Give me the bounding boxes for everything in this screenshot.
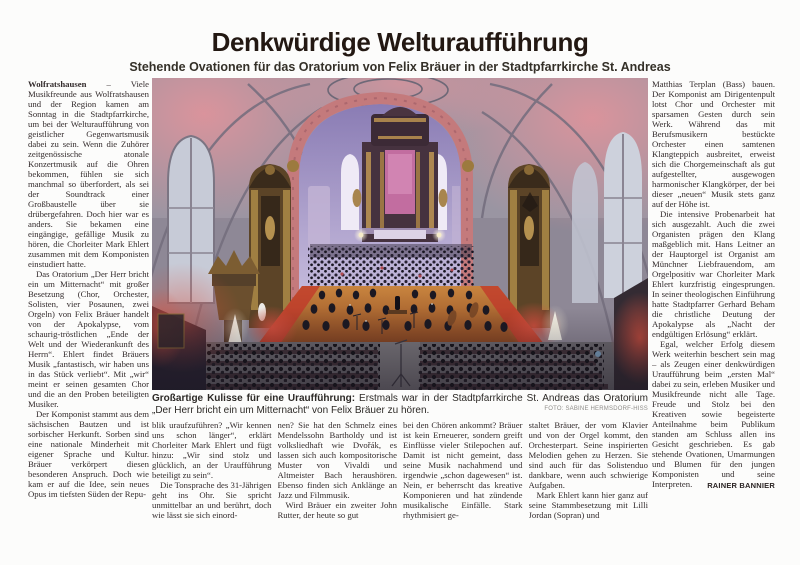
paragraph: Matthias Terplan (Bass) bauen. Der Komponist am Dirigentenpult lotst Chor und Orchester mit sparsamen Gesten durch sein Werk. Während das mit Berufsmusikern bestückte Orchester einen samtenen Klangteppich ausbreitet, erweist sich die Chorgemeinschaft als gut aufgestellter, ausgewogen harmonischer Klangkörper, der bei dieser „neuen“ Musik stets ganz auf der Höhe ist.	[652, 79, 775, 209]
church-interior-illustration	[152, 78, 648, 390]
church-concert-photo	[152, 78, 648, 390]
paragraph: Wird Bräuer ein zweiter John Rutter, der heute so gut	[277, 500, 397, 520]
text-column-1	[28, 79, 149, 557]
paragraph: Egal, welcher Erfolg diesem Werk weiterhin beschert sein mag – als Zeugen einer denkwürdigen Uraufführung beim „ersten Mal“ dabei zu sein, erleben Musiker und Musikfreunde nicht alle Tage. Freude und Stolz bei den Kreativen sowie begeisterte Anteilnahme beim Publikum standen am Schluss allen ins Gesicht geschrieben. Es gab stehende Ovationen, Umarmungen und Blumen für den jungen Komponisten und seine Interpreten. RAINER BANNIER	[652, 339, 775, 490]
photo-caption	[152, 393, 648, 416]
text-column-2	[152, 420, 272, 562]
paragraph: Die intensive Probenarbeit hat sich ausgezahlt. Auch die zwei Organisten prägen den Klang maßgeblich mit. Hans Leitner an der Hauptorgel ist Organist am Münchner Liebfrauendom, am Orgelpositiv war Chorleiter Mark Ehlert kurzfristig eingesprungen. In seiner theologischen Einführung hatte Stadtpfarrer Gerhard Beham die christliche Deutung der Apokalypse als „Nacht der endgültigen Erlösung“ erklärt.	[652, 209, 775, 339]
bottom-columns	[152, 420, 648, 562]
paragraph: nen? Sie hat den Schmelz eines Mendelssohn Bartholdy und ist volksliedhaft wie Dvořák, es lassen sich auch kompositorische Muster von Vivaldi und Altmeister Bach heraushören. Ebenso finden sich Anklänge an Jazz und Filmmusik.	[277, 420, 397, 500]
paragraph: bei den Chören ankommt? Bräuer ist kein Erneuerer, sondern greift Einflüsse vieler Stilepochen auf. Damit ist nicht gemeint, dass seine Musik nachahmend und irgendwie „schon dagewesen“ ist. Nein, er beherrscht das kreative Komponieren und hat zündende musikalische Einfälle. Stark rhythmisiert ge-	[403, 420, 523, 520]
article-headline: Denkwürdige Welturaufführung	[211, 27, 589, 57]
photo-credit: FOTO: SABINE HERMSDORF-HISS	[544, 405, 648, 412]
text-column-3	[278, 420, 398, 562]
caption-text: Erstmals war in der Stadtpfarrkirche St. Andreas das Oratorium „Der Herr bricht ein um Mitternacht“ von Felix Bräuer zu hören.	[152, 393, 648, 416]
text-column-6	[652, 79, 775, 557]
paragraph: Das Oratorium „Der Herr bricht ein um Mitternacht“ mit großer Besetzung (Chor, Orchester, Solisten, vier Posaunen, zwei Orgeln) von Felix Bräuer handelt von der Apokalypse, vom schaurig-tröstlichen „Ende der Welt und der Wiederankunft des Herrn“. Ehlert findet Bräuers Musik „fantastisch, wir haben uns in das Stück verliebt“. Mit „wir“ meint er seinen gesamten Chor und die an den Proben beteiligten Musiker.	[28, 269, 149, 409]
paragraph: blik uraufzuführen? „Wir kennen uns schon länger“, erklärt Chorleiter Mark Ehlert und fügt hinzu: „Wir sind stolz und glücklich, an der Uraufführung beteiligt zu sein“.	[152, 420, 272, 480]
dateline: Wolfratshausen	[28, 79, 87, 89]
left-side-altar	[249, 164, 291, 328]
author-byline: RAINER BANNIER	[707, 480, 775, 490]
caption-lead: Großartige Kulisse für eine Uraufführung:	[152, 393, 356, 404]
paragraph: Wolfratshausen – Viele Musikfreunde aus Wolfratshausen und der Region kamen am Sonntag in die Stadtpfarrkirche, um bei der Welturaufführung von geistlicher Gegenwartsmusik dabei zu sein. Wenn die Zuhörer zeitgenössische atonale Konzertmusik auf die Ohren bekommen, fühlen sie sich manchmal so überfordert, als sei der Soundtrack einer Großbaustelle über sie drübergefahren. Doch hier war es anders. Sie bekamen eine eingängige, gefällige Musik zu hören, die Chorleiter Mark Ehlert zusammen mit dem Komponisten einstudiert hatte.	[28, 79, 149, 269]
article-subheadline: Stehende Ovationen für das Oratorium von Felix Bräuer in der Stadtpfarrkirche St. Andreas	[129, 60, 671, 74]
choir	[308, 244, 474, 286]
paragraph: staltet Bräuer, der vom Klavier und von der Orgel kommt, den Orchesterpart. Seine inspirierten Melodien gehen zu Herzen. Sie sind auch für das Solistenduo dankbare, wenn auch schwierige Aufgaben.	[528, 420, 648, 490]
paragraph: Der Komponist stammt aus dem sächsischen Bautzen und ist sorbischer Herkunft. Sorben sind eine nationale Minderheit mit eigener Sprache und Kultur. Bräuer verkörpert diesen besonderen Anspruch. Doch wie kam er auf die Idee, sein neues Opus im tiefsten Süden der Repu-	[28, 409, 149, 499]
paragraph: Mark Ehlert kann hier ganz auf seine Stammbesetzung mit Lilli Jordan (Sopran) und	[528, 490, 648, 520]
text-column-4	[403, 420, 523, 562]
paragraph: Die Tonsprache des 31-Jährigen geht ins Ohr. Sie spricht unmittelbar an und berührt, doch wie lässt sie sich einord-	[152, 480, 272, 520]
text-column-5	[529, 420, 649, 562]
